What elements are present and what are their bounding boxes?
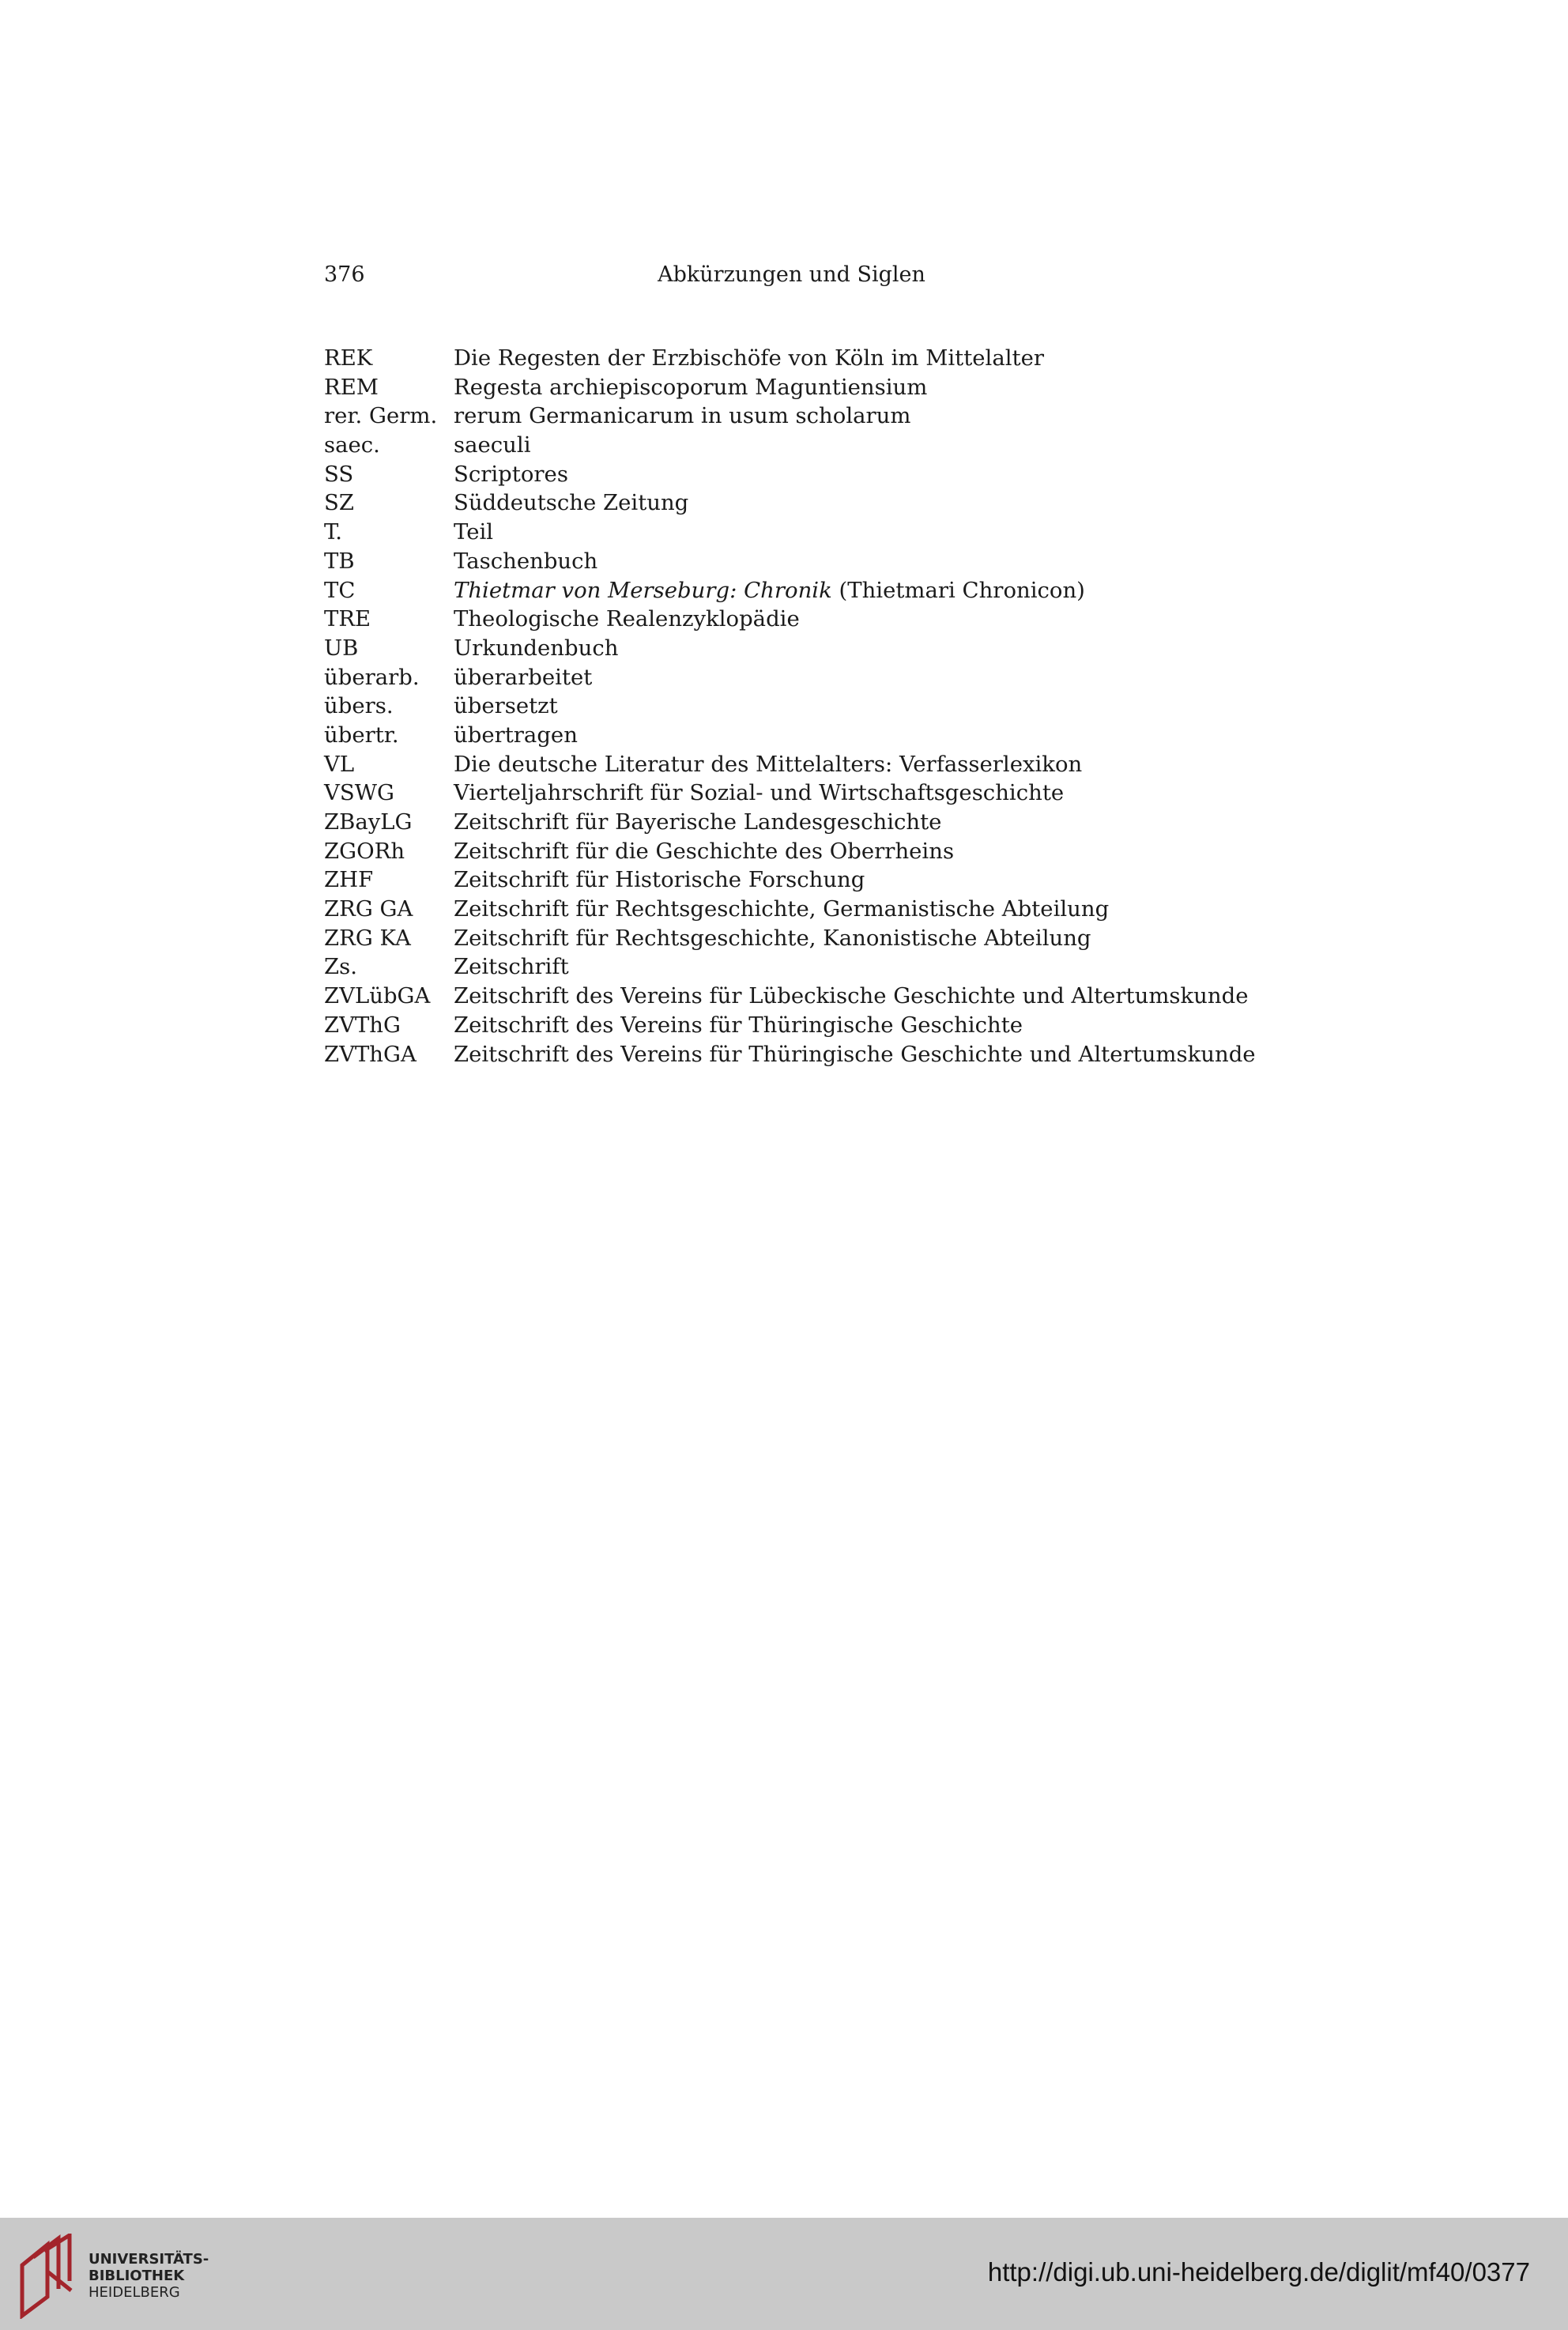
abbreviation-row bbox=[324, 779, 1312, 808]
abbreviation-row bbox=[324, 924, 1312, 953]
abbreviation-row bbox=[324, 431, 1312, 460]
abbreviation-expansion-text: Zeitschrift für Rechtsgeschichte, Germanistische Abteilung bbox=[454, 896, 1110, 922]
abbreviation-expansion-text: Regesta archiepiscoporum Maguntiensium bbox=[454, 374, 928, 400]
abbreviation-expansion bbox=[454, 431, 531, 460]
abbreviation-row bbox=[324, 837, 1312, 866]
abbreviation-row bbox=[324, 488, 1312, 518]
abbreviation-row bbox=[324, 460, 1312, 489]
abbreviation-key: rer. Germ. bbox=[324, 403, 438, 429]
abbreviation-expansion bbox=[454, 518, 493, 547]
abbreviation-expansion-text: rerum Germanicarum in usum scholarum bbox=[454, 403, 911, 429]
abbreviation-row bbox=[324, 721, 1312, 750]
abbreviation-expansion-text: Zeitschrift des Vereins für Lübeckische Geschichte und Altertumskunde bbox=[454, 983, 1249, 1009]
abbreviation-expansion-text: Scriptores bbox=[454, 461, 568, 487]
abbreviation-expansion-text: Theologische Realenzyklopädie bbox=[454, 606, 800, 632]
abbreviation-expansion-text: Zeitschrift für die Geschichte des Oberrheins bbox=[454, 838, 955, 864]
abbreviation-expansion bbox=[454, 692, 558, 721]
abbreviation-row bbox=[324, 344, 1312, 373]
abbreviation-key: Zs. bbox=[324, 954, 357, 980]
abbreviation-expansion bbox=[454, 865, 865, 895]
abbreviation-expansion bbox=[454, 1011, 1023, 1040]
abbreviation-key: SS bbox=[324, 461, 354, 487]
abbreviation-expansion-text: Vierteljahrschrift für Sozial- und Wirtschaftsgeschichte bbox=[454, 780, 1065, 806]
abbreviation-expansion bbox=[454, 750, 1082, 779]
abbreviation-key: VL bbox=[324, 751, 355, 777]
university-library-logo-icon bbox=[16, 2234, 79, 2319]
source-url-link[interactable]: http://digi.ub.uni-heidelberg.de/diglit/mf40/0377 bbox=[987, 2257, 1530, 2287]
abbreviation-expansion bbox=[454, 402, 910, 431]
abbreviation-expansion-text: Zeitschrift bbox=[454, 954, 569, 980]
abbreviation-key: überarb. bbox=[324, 664, 420, 690]
abbreviation-expansion bbox=[454, 663, 592, 692]
abbreviation-key: ZRG KA bbox=[324, 925, 411, 951]
library-name bbox=[89, 2251, 209, 2301]
abbreviation-row bbox=[324, 518, 1312, 547]
abbreviation-row bbox=[324, 865, 1312, 895]
abbreviation-expansion bbox=[454, 373, 927, 402]
abbreviation-key: TC bbox=[324, 577, 356, 603]
abbreviation-expansion-text: überarbeitet bbox=[454, 664, 593, 690]
abbreviation-key: ZHF bbox=[324, 867, 374, 893]
abbreviation-row bbox=[324, 952, 1312, 982]
abbreviation-row bbox=[324, 895, 1312, 924]
abbreviation-row bbox=[324, 576, 1312, 605]
abbreviation-key: übertr. bbox=[324, 722, 399, 748]
abbreviation-expansion-text: Zeitschrift für Rechtsgeschichte, Kanonistische Abteilung bbox=[454, 925, 1091, 951]
abbreviation-expansion-text: saeculi bbox=[454, 432, 531, 458]
abbreviation-expansion-text: Teil bbox=[454, 519, 494, 545]
abbreviation-row bbox=[324, 692, 1312, 721]
abbreviation-expansion bbox=[454, 808, 941, 837]
page-header bbox=[324, 259, 1259, 291]
abbreviation-expansion-text: Zeitschrift für Historische Forschung bbox=[454, 867, 865, 893]
abbreviation-key: ZGORh bbox=[324, 838, 405, 864]
abbreviation-expansion-text: Zeitschrift für Bayerische Landesgeschichte bbox=[454, 809, 942, 835]
abbreviation-expansion bbox=[454, 1040, 1256, 1069]
abbreviation-expansion bbox=[454, 547, 597, 576]
abbreviation-expansion bbox=[454, 634, 618, 663]
abbreviation-expansion bbox=[454, 982, 1248, 1011]
abbreviation-row bbox=[324, 402, 1312, 431]
page-number: 376 bbox=[324, 262, 365, 287]
abbreviation-key: übers. bbox=[324, 693, 394, 719]
footer-bar bbox=[0, 2218, 1568, 2330]
abbreviation-expansion bbox=[454, 460, 568, 489]
abbreviation-key: ZVThG bbox=[324, 1012, 401, 1038]
abbreviation-row bbox=[324, 750, 1312, 779]
abbreviation-key: REM bbox=[324, 374, 379, 400]
running-title: Abkürzungen und Siglen bbox=[658, 262, 925, 287]
abbreviation-row bbox=[324, 1040, 1312, 1069]
abbreviation-expansion bbox=[454, 924, 1091, 953]
abbreviation-row bbox=[324, 373, 1312, 402]
abbreviation-key: ZVThGA bbox=[324, 1041, 416, 1067]
abbreviation-expansion bbox=[454, 721, 578, 750]
abbreviation-expansion-italic: Thietmar von Merseburg: Chronik bbox=[454, 577, 832, 603]
abbreviation-expansion-text: Zeitschrift des Vereins für Thüringische Geschichte und Altertumskunde bbox=[454, 1041, 1256, 1067]
library-name-line1: UNIVERSITÄTS- bbox=[89, 2251, 209, 2268]
abbreviation-key: TB bbox=[324, 548, 355, 574]
abbreviation-expansion-text: Zeitschrift des Vereins für Thüringische Geschichte bbox=[454, 1012, 1023, 1038]
library-name-line2: BIBLIOTHEK bbox=[89, 2268, 185, 2284]
abbreviation-expansion-text: übersetzt bbox=[454, 693, 558, 719]
abbreviation-row bbox=[324, 547, 1312, 576]
abbreviation-key: UB bbox=[324, 635, 359, 661]
abbreviation-row bbox=[324, 808, 1312, 837]
abbreviation-key: VSWG bbox=[324, 780, 394, 806]
abbreviation-expansion bbox=[454, 895, 1109, 924]
abbreviation-row bbox=[324, 982, 1312, 1011]
abbreviation-key: ZVLübGA bbox=[324, 983, 431, 1009]
library-name-line3: HEIDELBERG bbox=[89, 2284, 180, 2301]
abbreviation-expansion-text: übertragen bbox=[454, 722, 578, 748]
abbreviation-key: T. bbox=[324, 519, 343, 545]
abbreviation-expansion bbox=[454, 488, 688, 518]
abbreviation-key: saec. bbox=[324, 432, 380, 458]
abbreviation-expansion-text: (Thietmari Chronicon) bbox=[831, 577, 1085, 603]
abbreviation-expansion bbox=[454, 605, 800, 634]
abbreviation-list bbox=[324, 344, 1312, 1069]
abbreviation-key: REK bbox=[324, 345, 373, 371]
abbreviation-row bbox=[324, 605, 1312, 634]
abbreviation-expansion-text: Urkundenbuch bbox=[454, 635, 619, 661]
abbreviation-row bbox=[324, 663, 1312, 692]
abbreviation-row bbox=[324, 1011, 1312, 1040]
abbreviation-key: ZRG GA bbox=[324, 896, 413, 922]
abbreviation-expansion-text: Die deutsche Literatur des Mittelalters: Verfasserlexikon bbox=[454, 751, 1083, 777]
abbreviation-expansion-text: Taschenbuch bbox=[454, 548, 598, 574]
abbreviation-expansion bbox=[454, 344, 1044, 373]
abbreviation-expansion bbox=[454, 837, 954, 866]
abbreviation-row bbox=[324, 634, 1312, 663]
abbreviation-expansion bbox=[454, 952, 569, 982]
abbreviation-key: SZ bbox=[324, 490, 354, 516]
abbreviation-expansion-text: Die Regesten der Erzbischöfe von Köln im Mittelalter bbox=[454, 345, 1045, 371]
abbreviation-expansion bbox=[454, 576, 1085, 605]
abbreviation-key: TRE bbox=[324, 606, 371, 632]
abbreviation-expansion bbox=[454, 779, 1064, 808]
abbreviation-expansion-text: Süddeutsche Zeitung bbox=[454, 490, 689, 516]
abbreviation-key: ZBayLG bbox=[324, 809, 413, 835]
